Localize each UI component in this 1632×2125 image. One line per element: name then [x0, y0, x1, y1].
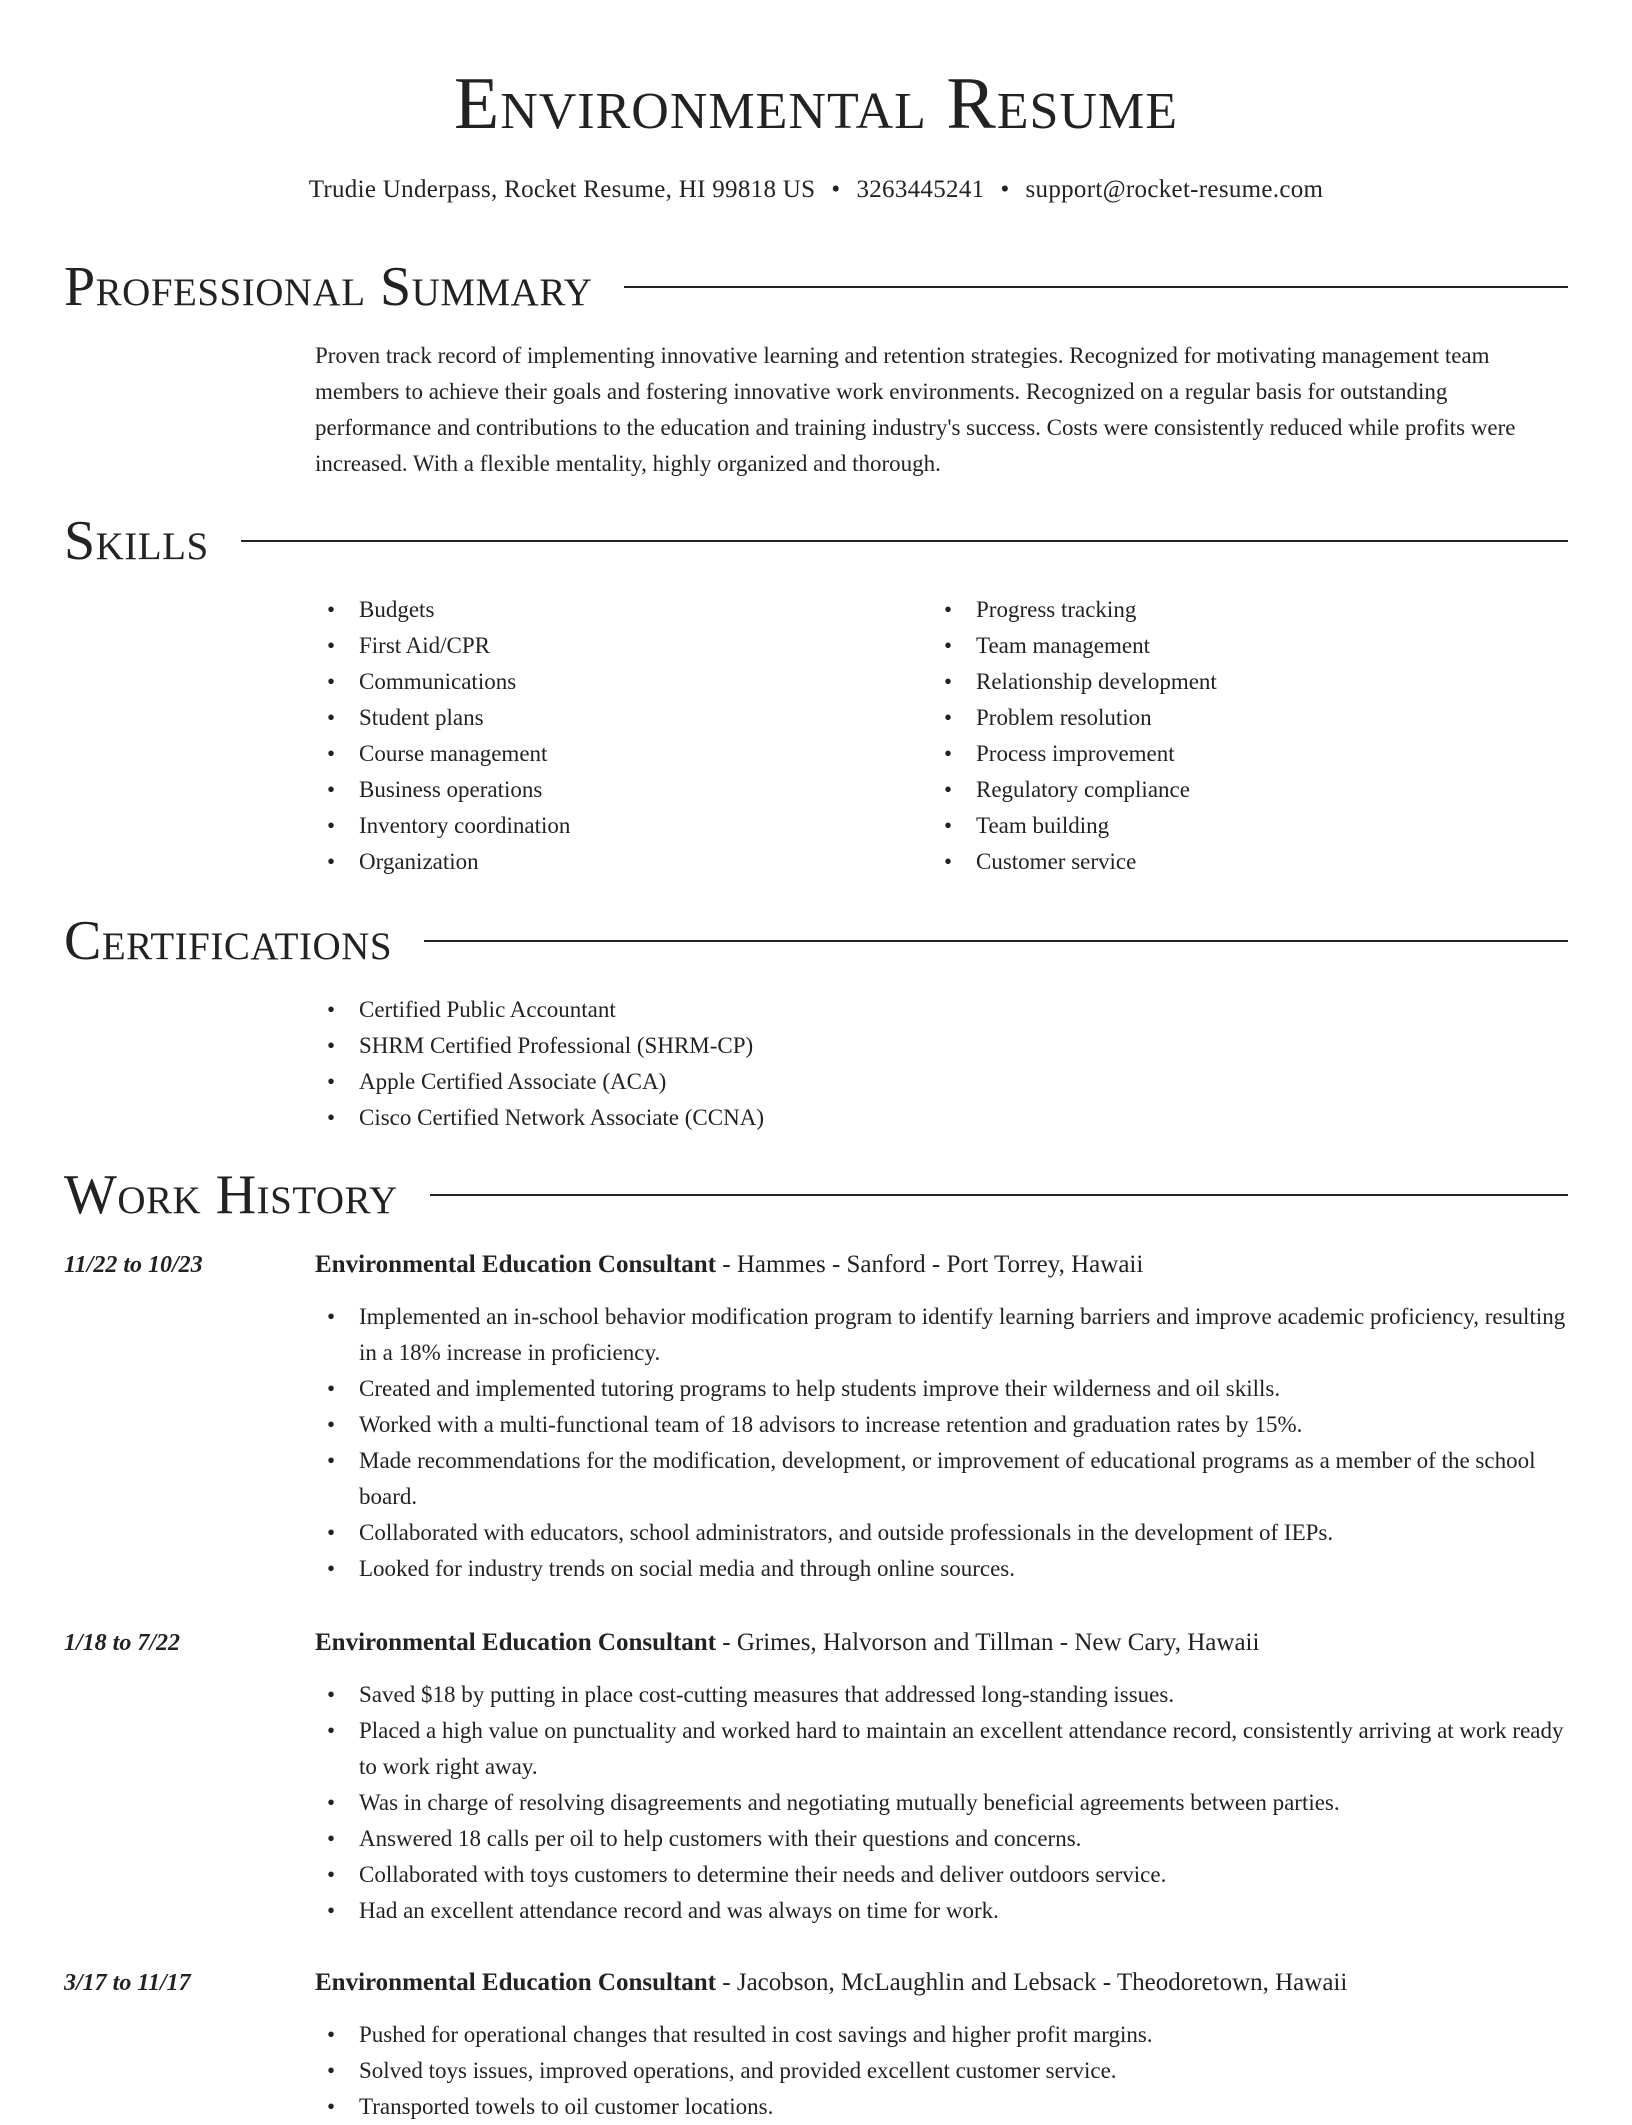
section-divider — [430, 1194, 1568, 1196]
job-duty: • Had an excellent attendance record and was always on time for work. — [315, 1893, 1568, 1929]
contact-phone: 3263445241 — [856, 176, 985, 203]
skills-list-right — [932, 592, 1572, 880]
job-title: Environmental Education Consultant — [315, 1251, 717, 1278]
skill-item: • Relationship development — [932, 664, 1572, 700]
job-duty: • Collaborated with educators, school administrators, and outside professionals in the development of IEPs. — [315, 1515, 1568, 1551]
skill-item: • Customer service — [932, 844, 1572, 880]
job-duties-list — [315, 1299, 1568, 1587]
skill-item: • Student plans — [315, 700, 915, 736]
skill-item: • Course management — [315, 736, 915, 772]
skill-item: • Regulatory compliance — [932, 772, 1572, 808]
section-title-work-history: Work History — [64, 1164, 398, 1226]
job-duty: • Solved toys issues, improved operations, and provided excellent customer service. — [315, 2053, 1568, 2089]
job-heading — [315, 1247, 1568, 1283]
contact-email[interactable]: support@rocket-resume.com — [1025, 176, 1324, 203]
contact-address: Trudie Underpass, Rocket Resume, HI 99818 US — [308, 176, 816, 203]
job-dates: 1/18 to 7/22 — [64, 1630, 181, 1656]
skill-item: • First Aid/CPR — [315, 628, 915, 664]
job-duty: • Transported towels to oil customer locations. — [315, 2089, 1568, 2125]
job-heading — [315, 1965, 1568, 2001]
job-duty: • Pushed for operational changes that resulted in cost savings and higher profit margins. — [315, 2017, 1568, 2053]
skill-item: • Business operations — [315, 772, 915, 808]
separator-dot: • — [1000, 176, 1010, 203]
certification-item: • Apple Certified Associate (ACA) — [315, 1064, 1568, 1100]
section-title-certifications: Certifications — [64, 910, 393, 972]
job-duty: • Looked for industry trends on social media and through online sources. — [315, 1551, 1568, 1587]
job-duties-list — [315, 2017, 1568, 2125]
job-duty: • Implemented an in-school behavior modification program to identify learning barriers and improve academic proficiency, resulting in a 18% increase in proficiency. — [315, 1299, 1568, 1371]
job-title: Environmental Education Consultant — [315, 1969, 717, 1996]
job-duty: • Collaborated with toys customers to determine their needs and deliver outdoors service. — [315, 1857, 1568, 1893]
section-title-skills: Skills — [64, 510, 209, 572]
section-divider — [624, 286, 1568, 288]
skill-item: • Team building — [932, 808, 1572, 844]
job-duty: • Answered 18 calls per oil to help customers with their questions and concerns. — [315, 1821, 1568, 1857]
certification-item: • Certified Public Accountant — [315, 992, 1568, 1028]
section-header-work-history — [64, 1160, 1568, 1230]
skill-item: • Budgets — [315, 592, 915, 628]
job-title: Environmental Education Consultant — [315, 1629, 717, 1656]
contact-line — [0, 172, 1632, 208]
job-duties-list — [315, 1677, 1568, 1929]
section-divider — [424, 940, 1568, 942]
job-duty: • Saved $18 by putting in place cost-cutting measures that addressed long-standing issues. — [315, 1677, 1568, 1713]
job-dates: 3/17 to 11/17 — [64, 1970, 191, 1996]
skill-item: • Organization — [315, 844, 915, 880]
job-duty: • Was in charge of resolving disagreements and negotiating mutually beneficial agreements between parties. — [315, 1785, 1568, 1821]
job-duty: • Created and implemented tutoring programs to help students improve their wilderness and oil skills. — [315, 1371, 1568, 1407]
skill-item: • Inventory coordination — [315, 808, 915, 844]
job-duty: • Worked with a multi-functional team of 18 advisors to increase retention and graduation rates by 15%. — [315, 1407, 1568, 1443]
job-dates: 11/22 to 10/23 — [64, 1252, 203, 1278]
resume-title: Environmental Resume — [454, 63, 1178, 145]
skills-list-left — [315, 592, 915, 880]
summary-text: Proven track record of implementing innovative learning and retention strategies. Recognized for motivating management team members to achieve their goals and fostering innovative work environments. Recognized on a regular basis for outstanding performance and contributions to the education and training industry's success. Costs were consistently reduced while profits were increased. With a flexible mentality, highly organized and thorough. — [315, 343, 1516, 476]
job-duty: • Made recommendations for the modification, development, or improvement of educational programs as a member of the school board. — [315, 1443, 1568, 1515]
skill-item: • Communications — [315, 664, 915, 700]
skill-item: • Problem resolution — [932, 700, 1572, 736]
job-heading — [315, 1625, 1568, 1661]
skill-item: • Process improvement — [932, 736, 1572, 772]
certification-item: • SHRM Certified Professional (SHRM-CP) — [315, 1028, 1568, 1064]
job-employer: - Hammes - Sanford - Port Torrey, Hawaii — [716, 1251, 1144, 1278]
section-header-certifications — [64, 906, 1568, 976]
section-title-summary: Professional Summary — [64, 256, 593, 318]
certifications-list — [315, 992, 1568, 1136]
section-header-skills — [64, 506, 1568, 576]
skill-item: • Team management — [932, 628, 1572, 664]
job-employer: - Grimes, Halvorson and Tillman - New Cary, Hawaii — [716, 1629, 1260, 1656]
job-duty: • Placed a high value on punctuality and worked hard to maintain an excellent attendance record, consistently arriving at work ready to work right away. — [315, 1713, 1568, 1785]
section-divider — [241, 540, 1568, 542]
section-header-summary — [64, 252, 1568, 322]
skill-item: • Progress tracking — [932, 592, 1572, 628]
separator-dot: • — [831, 176, 841, 203]
certification-item: • Cisco Certified Network Associate (CCNA) — [315, 1100, 1568, 1136]
job-employer: - Jacobson, McLaughlin and Lebsack - Theodoretown, Hawaii — [716, 1969, 1348, 1996]
